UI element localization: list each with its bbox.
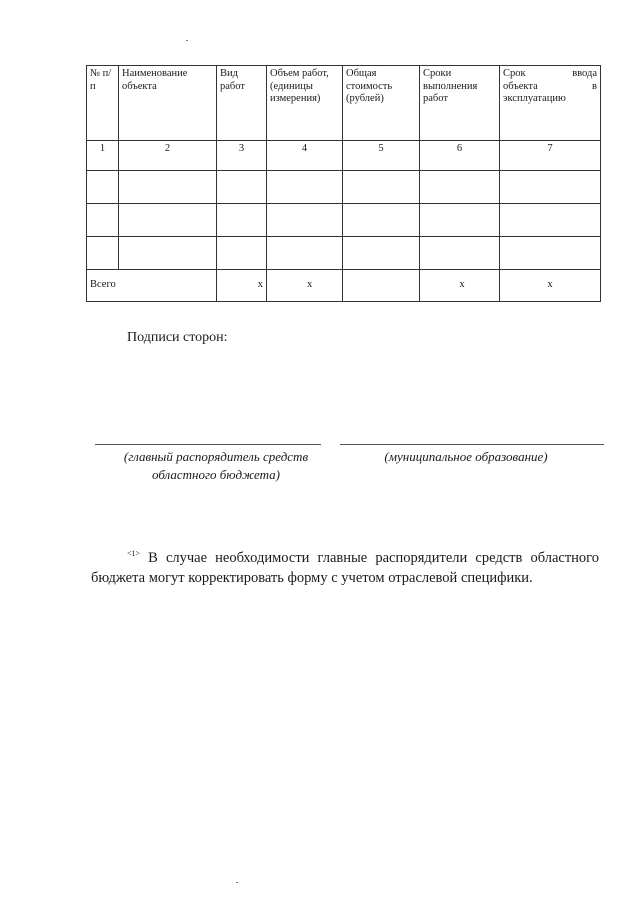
- table-cell: [343, 204, 420, 237]
- header7-word-3: объекта: [503, 80, 538, 92]
- header-total-cost: Общая стоимость (рублей): [343, 66, 420, 141]
- table-cell: [343, 237, 420, 270]
- table-cell: [343, 171, 420, 204]
- table-cell: [87, 237, 119, 270]
- footnote-marker: <1>: [127, 549, 141, 558]
- scan-speck: [236, 882, 238, 883]
- signature-caption-left: (главный распорядитель средств областного бюджета): [123, 449, 309, 482]
- signature-caption-right: (муниципальное образование): [384, 449, 548, 464]
- total-cell-commissioning: х: [500, 270, 601, 302]
- header7-word-2: ввода: [572, 68, 597, 79]
- column-number-4: 4: [267, 141, 343, 171]
- table-cell: [500, 171, 601, 204]
- signature-line-left: [95, 444, 321, 445]
- header-commissioning-term: [500, 66, 601, 141]
- table-cell: [217, 171, 267, 204]
- footnote-text: В случае необходимости главные распорядители средств областного бюджета могут корректировать форму с учетом отраслевой специфики.: [91, 550, 599, 587]
- column-number-6: 6: [420, 141, 500, 171]
- total-cell-terms: х: [420, 270, 500, 302]
- table-row: [87, 237, 601, 270]
- header-work-terms: Сроки выполнения работ: [420, 66, 500, 141]
- signature-line-right: [340, 444, 604, 445]
- header-object-name: Наименование объекта: [119, 66, 217, 141]
- total-cell-cost: [343, 270, 420, 302]
- header7-word-4: в: [592, 80, 597, 92]
- scan-speck: [186, 40, 188, 41]
- table-row: [87, 204, 601, 237]
- total-label: Всего: [87, 270, 217, 302]
- table-cell: [119, 237, 217, 270]
- table-cell: [87, 204, 119, 237]
- table-cell: [420, 237, 500, 270]
- table-cell: [217, 204, 267, 237]
- table-cell: [119, 204, 217, 237]
- column-number-7: 7: [500, 141, 601, 171]
- table-row: [87, 171, 601, 204]
- table-cell: [420, 204, 500, 237]
- table-cell: [119, 171, 217, 204]
- header7-word-1: Срок: [503, 68, 526, 79]
- table-cell: [500, 237, 601, 270]
- table-number-row: [87, 141, 601, 171]
- table-cell: [267, 171, 343, 204]
- column-number-5: 5: [343, 141, 420, 171]
- table-cell: [500, 204, 601, 237]
- table-total-row: [87, 270, 601, 302]
- header-work-type: Вид работ: [217, 66, 267, 141]
- header7-word-5: эксплуатацию: [503, 93, 566, 105]
- total-cell-work-type: х: [217, 270, 267, 302]
- column-number-1: 1: [87, 141, 119, 171]
- total-cell-volume: х: [267, 270, 343, 302]
- header-work-volume: Объем работ, (единицы измерения): [267, 66, 343, 141]
- table-cell: [267, 237, 343, 270]
- works-table: [86, 65, 601, 302]
- column-number-3: 3: [217, 141, 267, 171]
- signatures-title: Подписи сторон:: [127, 330, 228, 345]
- table-cell: [217, 237, 267, 270]
- table-header-row: [87, 66, 601, 141]
- header-number: № п/п: [87, 66, 119, 141]
- column-number-2: 2: [119, 141, 217, 171]
- table-cell: [87, 171, 119, 204]
- footnote: [91, 548, 599, 589]
- table-cell: [420, 171, 500, 204]
- table-cell: [267, 204, 343, 237]
